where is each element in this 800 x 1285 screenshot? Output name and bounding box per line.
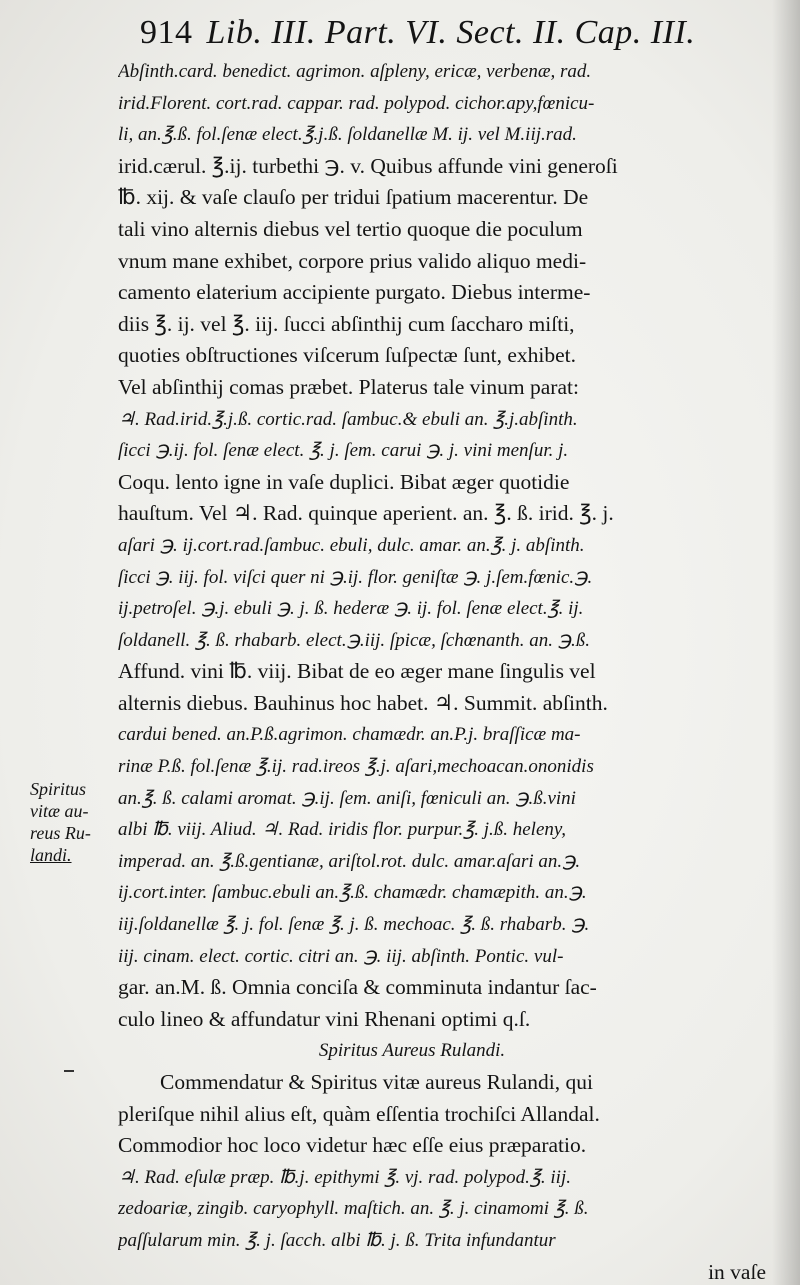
text-line: ij.cort.inter. ſambuc.ebuli an.℥.ß. chamædr. chamæpith. an.℈. [118,882,587,904]
text-line: imperad. an. ℥.ß.gentianæ, ariſtol.rot. dulc. amar.aſari an.℈. [118,850,581,872]
text-line: ſoldanell. ℥. ß. rhabarb. elect.℈.iij. ſpicæ, ſchœnanth. an. ℈.ß. [118,629,591,651]
text-line: irid.Florent. cort.rad. cappar. rad. polypod. cichor.apy,fœnicu- [118,92,595,114]
text-line: rinæ P.ß. fol.ſenæ ℥.ij. rad.ireos ℥.j. aſari,mechoacan.ononidis [118,756,594,778]
text-line: iij. cinam. elect. cortic. citri an. ℈. iij. abſinth. Pontic. vul- [118,945,564,967]
text-line: ij.petroſel. ℈.j. ebuli ℈. j. ß. hederæ ℈. ij. fol. ſenæ elect.℥. ij. [118,598,584,620]
text-line: Abſinth.card. benedict. agrimon. aſpleny, ericæ, verbenæ, rad. [118,61,592,82]
catchword: in vaſe [708,1259,766,1284]
text-line: alternis diebus. Bauhinus hoc habet. ♃. Summit. abſinth. [118,690,608,715]
margin-note [30,778,122,866]
text-line: quoties obſtructiones viſcerum ſuſpectæ ſunt, exhibet. [118,343,576,368]
margin-note-line: landi. [30,845,72,865]
text-line: an.℥. ß. calami aromat. ℈.ij. ſem. aniſi, fœniculi an. ℈.ß.vini [118,787,576,809]
text-line: cardui bened. an.P.ß.agrimon. chamædr. an.P.j. braſſicæ ma- [118,724,581,746]
text-line: ſicci ℈. iij. fol. viſci quer ni ℈.ij. flor. geniſtæ ℈. j.ſem.fœnic.℈. [118,566,593,588]
margin-dash [64,1070,74,1072]
section-subheading: Spiritus Aureus Rulandi. [318,1040,506,1062]
text-line: vnum mane exhibet, corpore prius valido aliquo medi- [118,248,587,273]
margin-note-line: vitæ au- [30,801,89,821]
text-line: culo lineo & affundatur vini Rhenani optimi q.ſ. [118,1006,531,1031]
text-line: aſari ℈. ij.cort.rad.ſambuc. ebuli, dulc. amar. an.℥. j. abſinth. [118,534,585,556]
text-line: ſicci ℈.ij. fol. ſenæ elect. ℥. j. ſem. carui ℈. j. vini menſur. j. [118,440,569,462]
text-line: ℔. xij. & vaſe clauſo per tridui ſpatium macerentur. De [118,185,589,210]
text-line: li, an.℥.ß. fol.ſenæ elect.℥.j.ß. ſoldanellæ M. ij. vel M.iij.rad. [118,124,577,146]
text-line: ♃. Rad. eſulæ præp. ℔.j. epithymi ℥. vj. rad. polypod.℥. iij. [118,1166,571,1188]
text-line: gar. an.M. ß. Omnia conciſa & comminuta indantur ſac- [118,975,597,1000]
text-line: Vel abſinthij comas præbet. Platerus tale vinum parat: [118,374,579,399]
text-line: diis ℥. ij. vel ℥. iij. ſucci abſinthij cum ſaccharo miſti, [118,311,575,336]
text-line: Affund. vini ℔. viij. Bibat de eo æger mane ſingulis vel [118,659,596,684]
text-line: pleriſque nihil alius eſt, quàm eſſentia trochiſci Allandal. [118,1101,600,1126]
page-number: 914 [140,14,193,51]
text-line: albi ℔. viij. Aliud. ♃. Rad. iridis flor. purpur.℥. j.ß. heleny, [118,819,567,841]
text-line: hauſtum. Vel ♃. Rad. quinque aperient. an. ℥. ß. irid. ℥. j. [118,501,614,526]
margin-note-line: reus Ru- [30,823,91,843]
margin-note-line: Spiritus [30,779,87,799]
text-line: camento elaterium accipiente purgato. Diebus interme- [118,280,591,305]
running-header [140,14,780,56]
text-line: iij.ſoldanellæ ℥. j. fol. ſenæ ℥. j. ß. mechoac. ℥. ß. rhabarb. ℈. [118,914,590,936]
text-line: Commendatur & Spiritus vitæ aureus Rulandi, qui [160,1070,593,1094]
text-line: Coqu. lento igne in vaſe duplici. Bibat æger quotidie [118,469,570,494]
text-line: ♃. Rad.irid.℥.j.ß. cortic.rad. ſambuc.& ebuli an. ℥.j.abſinth. [118,408,578,430]
body-text [118,56,786,1285]
text-line: Commodior hoc loco videtur hæc eſſe eius præparatio. [118,1133,587,1158]
text-line: tali vino alternis diebus vel tertio quoque die poculum [118,216,583,241]
text-line: irid.cærul. ℥.ij. turbethi ℈. v. Quibus affunde vini generoſi [118,153,618,178]
text-line: zedoariæ, zingib. caryophyll. maſtich. an. ℥. j. cinamomi ℥. ß. [118,1198,589,1220]
text-line: paſſularum min. ℥. j. ſacch. albi ℔. j. ß. Trita infundantur [118,1229,556,1251]
header-title: Lib. III. Part. VI. Sect. II. Cap. III. [206,14,696,51]
